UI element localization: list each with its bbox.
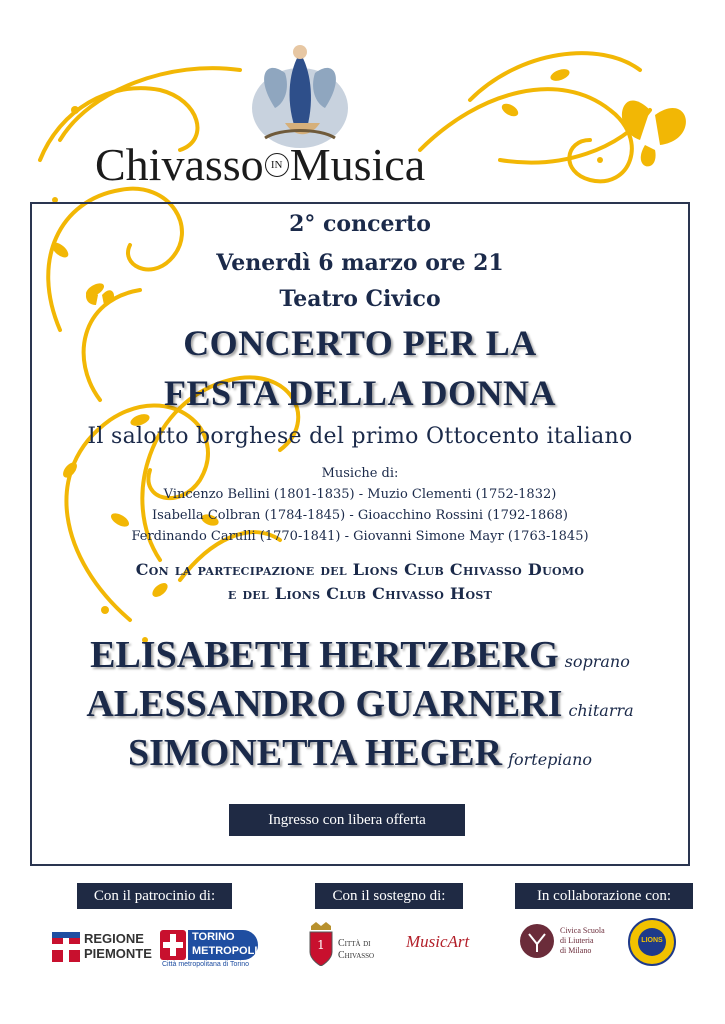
logo-text-part2: Musica [289,139,426,190]
performer-row [30,731,690,775]
chivasso-in-musica-logo [95,140,495,190]
regione-piemonte-logo [52,931,152,963]
performer-role: chitarra [568,701,634,720]
torino-metropoli-logo [160,928,260,972]
civica-scuola-liuteria-logo [520,922,620,962]
chivasso-line1: Città di [338,938,371,949]
liuteria-line2: di Liuteria [560,936,594,945]
piemonte-shield-icon [52,932,80,962]
music-heading: Musiche di: [321,466,399,481]
torino-line1: TORINO [192,931,235,943]
lions-club-logo [628,918,676,966]
performer-row [30,633,690,677]
event-title-line2: FESTA DELLA DONNA [164,373,556,413]
liuteria-line1: Civica Scuola [560,926,605,935]
chivasso-line2: Chivasso [338,950,375,961]
liuteria-line3: di Milano [560,946,592,955]
logo-text-in: IN [265,153,289,177]
svg-text:1: 1 [317,938,325,952]
performer-row [30,682,690,726]
venue: Teatro Civico [279,286,441,312]
composers-line: Isabella Colbran (1784-1845) - Gioacchino Rossini (1792-1868) [152,508,568,523]
liuteria-emblem-icon [520,924,554,958]
performer-name: SIMONETTA HEGER [127,732,503,774]
event-title-line1: CONCERTO PER LA [183,323,537,363]
performer-role: fortepiano [508,750,593,769]
logo-text-part1: Chivasso [95,139,264,190]
torino-line2: METROPOLI [192,945,258,957]
date-time: Venerdì 6 marzo ore 21 [216,250,504,276]
admission-badge: Ingresso con libera offerta [229,804,465,836]
performer-name: ELISABETH HERTZBERG [90,634,559,676]
collaboration-label: In collaborazione con: [515,883,693,909]
composers-line: Vincenzo Bellini (1801-1835) - Muzio Clementi (1752-1832) [163,487,557,502]
concert-number: 2° concerto [289,211,431,237]
regione-line2: PIEMONTE [84,946,152,961]
performer-name: ALESSANDRO GUARNERI [86,683,563,725]
angel-artwork-image [245,38,355,153]
regione-line1: REGIONE [84,931,144,946]
chivasso-crest-icon [308,922,334,966]
participation-line2: e del Lions Club Chivasso Host [227,584,493,603]
composers-line: Ferdinando Carulli (1770-1841) - Giovanni Simone Mayr (1763-1845) [131,529,589,544]
patronage-label: Con il patrocinio di: [77,883,232,909]
performer-role: soprano [564,652,630,671]
citta-di-chivasso-logo [308,922,398,972]
torino-sub: Città metropolitana di Torino [162,961,250,968]
musicart-logo: MusicArt [406,932,470,951]
participation-line1: Con la partecipazione del Lions Club Chivasso Duomo [135,560,585,579]
lions-text: LIONS [641,937,663,944]
support-label: Con il sostegno di: [315,883,463,909]
torino-cross-icon [160,930,186,960]
event-subtitle: Il salotto borghese del primo Ottocento italiano [87,424,633,449]
